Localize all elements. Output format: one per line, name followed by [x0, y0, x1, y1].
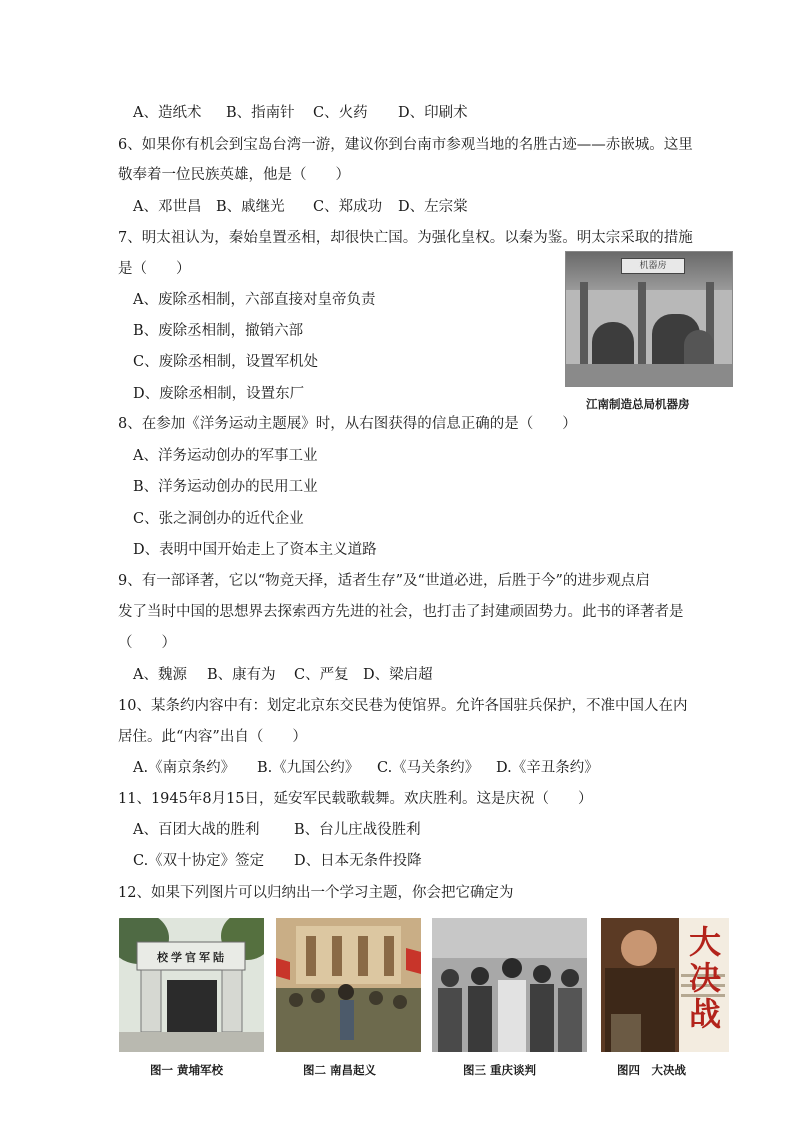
q8-option-a[interactable]: A、洋务运动创办的军事工业 — [133, 448, 318, 464]
q5-option-b[interactable]: B、指南针 — [226, 105, 295, 121]
photo2-caption: 图二 南昌起义 — [303, 1063, 377, 1077]
q5-option-c[interactable]: C、火药 — [313, 105, 368, 121]
q11-option-b[interactable]: B、台儿庄战役胜利 — [294, 822, 421, 838]
q10-stem-line2: 居住。此“内容”出自（ ） — [118, 729, 307, 745]
q8-option-c[interactable]: C、张之洞创办的近代企业 — [133, 511, 304, 527]
q7-option-c[interactable]: C、废除丞相制，设置军机处 — [133, 354, 319, 370]
q7-option-d[interactable]: D、废除丞相制，设置东厂 — [133, 386, 305, 402]
decisive-battle-poster — [601, 918, 729, 1052]
q7-stem-line2: 是（ ） — [118, 261, 191, 277]
q6-stem-line1: 6、如果你有机会到宝岛台湾一游，建议你到台南市参观当地的名胜古迹——赤嵌城。这里 — [118, 137, 693, 153]
q10-option-a[interactable]: A.《南京条约》 — [133, 760, 236, 776]
chongqing-negotiation-photo — [432, 918, 587, 1052]
machine-room-caption: 江南制造总局机器房 — [586, 397, 690, 411]
q5-option-a[interactable]: A、造纸术 — [133, 105, 202, 121]
q9-stem-line2: 发了当时中国的思想界去探索西方先进的社会，也打击了封建顽固势力。此书的译著者是 — [118, 604, 684, 620]
q10-option-c[interactable]: C.《马关条约》 — [377, 760, 480, 776]
q10-option-b[interactable]: B.《九国公约》 — [257, 760, 360, 776]
q6-stem-line2: 敬奉着一位民族英雄，他是（ ） — [118, 167, 350, 183]
q10-option-d[interactable]: D.《辛丑条约》 — [496, 760, 599, 776]
q10-stem-line1: 10、某条约内容中有：划定北京东交民巷为使馆界。允许各国驻兵保护，不准中国人在内 — [118, 698, 688, 714]
q9-stem-line1: 9、有一部译著，它以“物竞天择，适者生存”及“世道必进，后胜于今”的进步观点启 — [118, 573, 650, 589]
q8-stem-line1: 8、在参加《洋务运动主题展》时，从右图获得的信息正确的是（ ） — [118, 416, 577, 432]
q6-option-b[interactable]: B、戚继光 — [216, 199, 285, 215]
q9-option-a[interactable]: A、魏源 — [133, 667, 187, 683]
q9-option-c[interactable]: C、严复 — [294, 667, 349, 683]
q8-option-b[interactable]: B、洋务运动创办的民用工业 — [133, 479, 318, 495]
q7-option-b[interactable]: B、废除丞相制，撤销六部 — [133, 323, 304, 339]
q11-option-a[interactable]: A、百团大战的胜利 — [133, 822, 260, 838]
q9-option-d[interactable]: D、梁启超 — [363, 667, 433, 683]
q7-stem-line1: 7、明太祖认为，秦始皇置丞相，却很快亡国。为强化皇权。以秦为鉴。明太宗采取的措施 — [118, 230, 693, 246]
q6-option-a[interactable]: A、邓世昌 — [133, 199, 202, 215]
machine-room-photo — [565, 251, 733, 387]
q9-option-b[interactable]: B、康有为 — [207, 667, 276, 683]
q11-stem-line1: 11、1945年8月15日，延安军民载歌载舞。欢庆胜利。这是庆祝（ ） — [118, 791, 593, 807]
photo4-caption: 图四 大决战 — [617, 1063, 686, 1077]
q12-stem-line1: 12、如果下列图片可以归纳出一个学习主题，你会把它确定为 — [118, 885, 514, 901]
q6-option-c[interactable]: C、郑成功 — [313, 199, 383, 215]
q11-option-c[interactable]: C.《双十协定》签定 — [133, 853, 265, 869]
machine-room-sign: 机器房 — [621, 258, 685, 274]
photo3-caption: 图三 重庆谈判 — [463, 1063, 537, 1077]
q11-option-d[interactable]: D、日本无条件投降 — [294, 853, 422, 869]
whampoa-gate-sign: 校学官军陆 — [157, 951, 227, 964]
q9-stem-line3: （ ） — [118, 635, 176, 651]
q5-option-d[interactable]: D、印刷术 — [398, 105, 468, 121]
poster-title: 大决战 — [688, 923, 721, 1033]
q8-option-d[interactable]: D、表明中国开始走上了资本主义道路 — [133, 542, 377, 558]
whampoa-academy-photo — [119, 918, 264, 1052]
q7-option-a[interactable]: A、废除丞相制，六部直接对皇帝负责 — [133, 292, 376, 308]
q6-option-d[interactable]: D、左宗棠 — [398, 199, 468, 215]
nanchang-uprising-photo — [276, 918, 421, 1052]
photo1-caption: 图一 黄埔军校 — [150, 1063, 224, 1077]
